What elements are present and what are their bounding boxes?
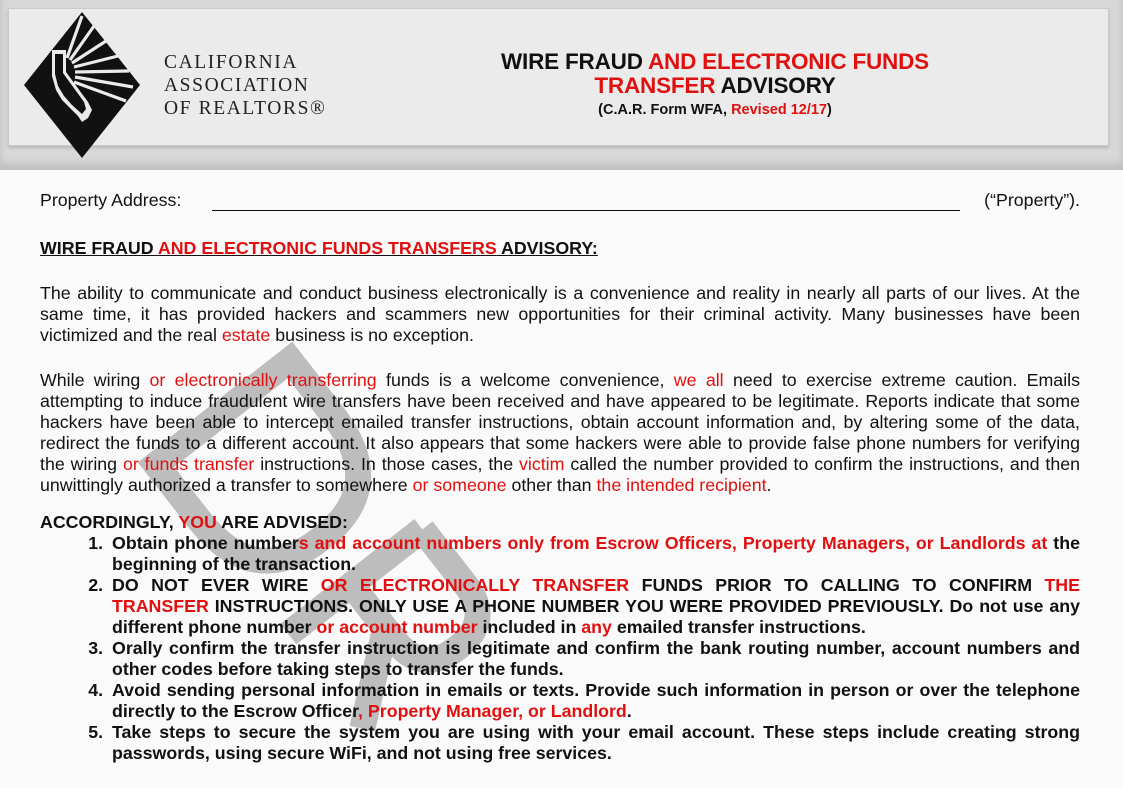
form-title: WIRE FRAUD AND ELECTRONIC FUNDS TRANSFER ADVISORY	[501, 49, 929, 98]
property-address-field[interactable]	[212, 210, 960, 211]
advised-heading: ACCORDINGLY, YOU ARE ADVISED:	[40, 512, 348, 532]
advice-list	[40, 533, 1080, 764]
org-name	[164, 51, 326, 120]
paragraph-caution: While wiring or electronically transferring funds is a welcome convenience, we all need to exercise extreme caution. Emails attempting to induce fraudulent wire transfers have been received and have appeared to be legitimate. Reports indicate that some hackers have been able to intercept emailed transfer instructions, obtain account information and, by altering some of the data, redirect the funds to a different account. It also appears that some hackers were able to provide false phone numbers for verifying the wiring or funds transfer instructions. In those cases, the victim called the number provided to confirm the instructions, and then unwittingly authorized a transfer to somewhere or someone other than the intended recipient.	[40, 370, 1080, 495]
list-item: 5. Take steps to secure the system you are using with your email account. These steps include creating strong passwords, using secure WiFi, and not using free services.	[108, 722, 1080, 764]
property-address-row	[40, 190, 1080, 214]
car-logo-icon	[22, 10, 142, 160]
form-revision: (C.A.R. Form WFA, Revised 12/17)	[598, 102, 832, 118]
org-line-1: CALIFORNIA	[164, 52, 299, 73]
section-heading: WIRE FRAUD AND ELECTRONIC FUNDS TRANSFERS ADVISORY:	[40, 238, 598, 258]
list-item: 1. Obtain phone numbers and account numbers only from Escrow Officers, Property Managers, or Landlords at the beginning of the transaction.	[108, 533, 1080, 575]
paragraph-intro: The ability to communicate and conduct business electronically is a convenience and reality in nearly all parts of our lives. At the same time, it has provided hackers and scammers new opportunities for their criminal activity. Many businesses have been victimized and the real estate business is no exception.	[40, 283, 1080, 345]
document-content	[40, 190, 1080, 764]
property-suffix: (“Property”).	[984, 190, 1080, 210]
property-address-label: Property Address:	[40, 190, 182, 210]
list-item: 3. Orally confirm the transfer instruction is legitimate and confirm the bank routing number, account numbers and other codes before taking steps to transfer the funds.	[108, 638, 1080, 680]
org-line-3: OF REALTORS®	[164, 98, 327, 119]
list-item: 2. DO NOT EVER WIRE OR ELECTRONICALLY TRANSFER FUNDS PRIOR TO CALLING TO CONFIRM THE TRANSFER INSTRUCTIONS. ONLY USE A PHONE NUMBER YOU WERE PROVIDED PREVIOUSLY. Do not use any different phone number or account number included in any emailed transfer instructions.	[108, 575, 1080, 638]
form-title-block	[440, 50, 990, 118]
org-line-2: ASSOCIATION	[164, 75, 310, 96]
list-item: 4. Avoid sending personal information in emails or texts. Provide such information in person or over the telephone directly to the Escrow Officer, Property Manager, or Landlord.	[108, 680, 1080, 722]
